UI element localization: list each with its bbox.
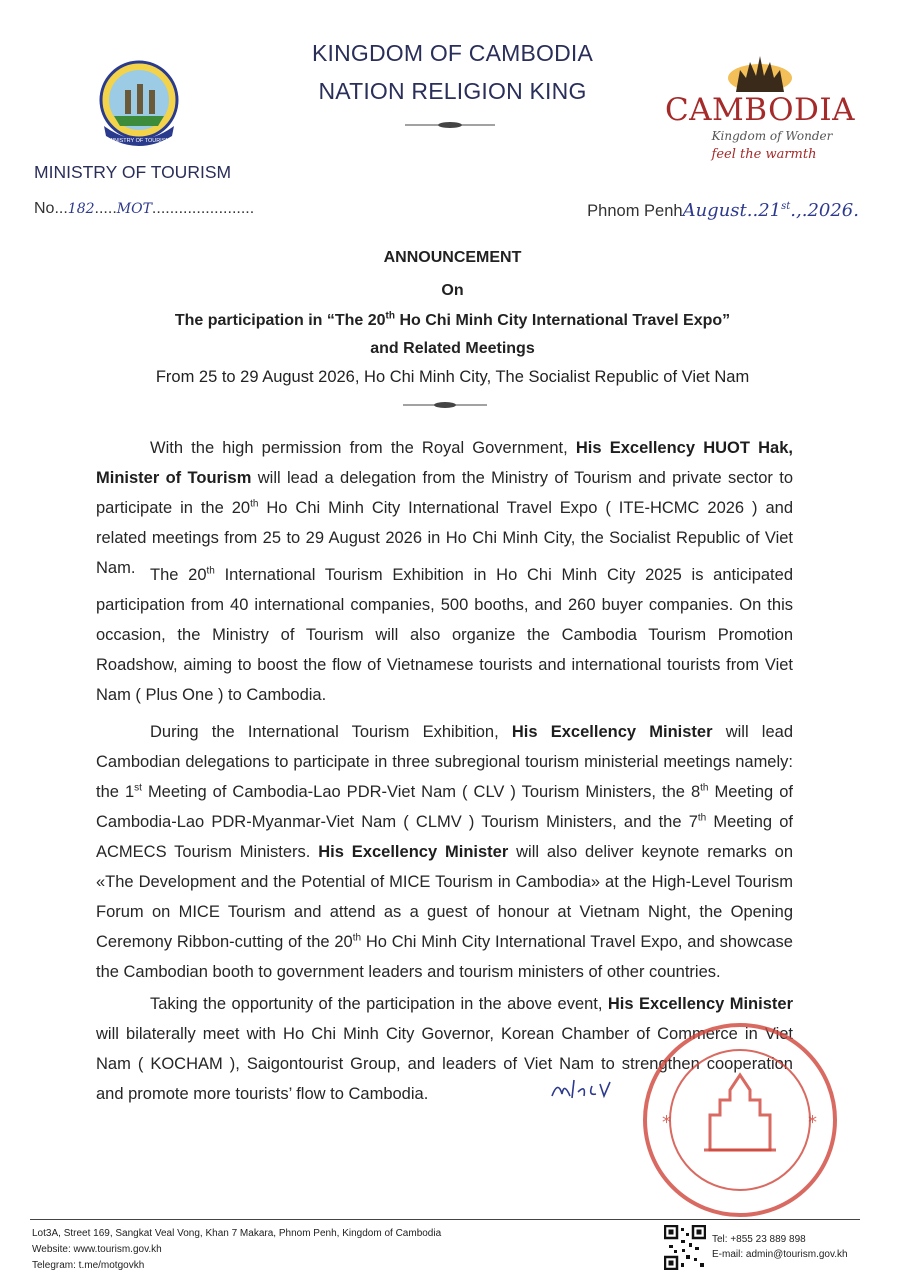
subject-sup: th [385, 310, 395, 322]
reference-number: No...182.....MOT....................... [34, 200, 255, 217]
footer-email: E-mail: admin@tourism.gov.kh [712, 1249, 848, 1260]
footer-phone: Tel: +855 23 889 898 [712, 1234, 806, 1245]
date-day: 21 [758, 200, 782, 221]
bold-text: His Excellency Minister [607, 995, 793, 1013]
sup: st [134, 782, 142, 794]
announcement-on: On [441, 282, 464, 299]
text: Meeting of ACMECS Tourism Ministers. [96, 813, 793, 861]
announcement-heading: ANNOUNCEMENT [383, 249, 522, 266]
text: Taking the opportunity of the participation in the above event, [150, 995, 608, 1013]
text: will lead a delegation from the Ministry of Tourism and private sector to participate in the 20 [96, 469, 793, 517]
announcement-subject-cont: and Related Meetings [370, 340, 535, 357]
footer-telegram: Telegram: t.me/motgovkh [32, 1260, 145, 1271]
emblem-text: MINISTRY OF TOURISM [108, 138, 170, 144]
qr-code-icon [664, 1225, 706, 1270]
footer-divider [30, 1219, 860, 1220]
sup: th [352, 932, 362, 944]
brand-slogan: feel the warmth [711, 147, 817, 162]
footer-address: Lot3A, Street 169, Sangkat Veal Vong, Khan 7 Makara, Phnom Penh, Kingdom of Cambodia [32, 1228, 442, 1239]
svg-text:*: * [662, 1112, 671, 1133]
nation-motto: NATION RELIGION KING [318, 78, 587, 104]
sup: th [700, 782, 709, 794]
bold-text: His Excellency HUOT Hak, Minister of Tourism [96, 439, 793, 487]
text: The 20 [150, 566, 207, 584]
footer-website: Website: www.tourism.gov.kh [32, 1244, 162, 1255]
subject-part: Ho Chi Minh City International Travel Expo” [395, 312, 731, 329]
cambodia-brand-logo [660, 48, 860, 168]
text: Meeting of Cambodia-Lao PDR-Viet Nam ( CLV ) Tourism Ministers, the 8 [141, 783, 701, 801]
bold-text: His Excellency Minister [511, 723, 713, 741]
subject-part: The participation in “The 20 [174, 312, 386, 329]
signature-initials [548, 1074, 618, 1104]
bold-text: His Excellency Minister [318, 843, 509, 861]
sup: th [206, 565, 215, 577]
ornament-divider [403, 398, 487, 412]
date-month: August [682, 200, 747, 221]
announcement-dates: From 25 to 29 August 2026, Ho Chi Minh City, The Socialist Republic of Viet Nam [155, 368, 750, 386]
text: During the International Tourism Exhibition, [150, 723, 512, 741]
text: International Tourism Exhibition in Ho Chi Minh City 2025 is anticipated participation from 40 international companies, 500 booths, and 260 buyer companies. On this occasion, the Ministry of Tourism will also organize the Cambodia Tourism Promotion Roadshow, aiming to boost the flow of Vietnamese tourists and international tourists from Viet Nam ( Plus One ) to Cambodia. [96, 566, 793, 704]
svg-text:*: * [808, 1112, 817, 1133]
ref-prefix: No. [34, 200, 59, 217]
text: will bilaterally meet with Ho Chi Minh City Governor, Korean Chamber of Commerce in Viet Nam ( KOCHAM ), Saigontourist Group, and leaders of Viet Nam to strengthen cooperation and promote more tourists’ flow to Cambodia. [96, 1025, 793, 1103]
place-date: Phnom PenhAugust..21st.,.2026. [587, 200, 859, 221]
text: will lead Cambodian delegations to participate in three subregional tourism ministerial meetings namely: the 1 [96, 723, 793, 801]
kingdom-title: KINGDOM OF CAMBODIA [311, 40, 594, 66]
paragraph-2 [96, 560, 793, 710]
place-name: Phnom Penh [587, 202, 683, 220]
date-year: 2026 [807, 200, 854, 221]
brand-tagline: Kingdom of Wonder [711, 129, 833, 143]
text: will also deliver keynote remarks on «The Development and the Potential of MICE Tourism in Cambodia» at the High-Level Tourism Forum on MICE Tourism and attend as a guest of honour at Vietnam Night, the Opening Ceremony Ribbon-cutting of the 20 [96, 843, 794, 951]
text: Ho Chi Minh City International Travel Expo, and showcase the Cambodian booth to government leaders and tourism ministers of other countries. [96, 933, 793, 981]
text: Meeting of Cambodia-Lao PDR-Myanmar-Viet Nam ( CLMV ) Tourism Ministers, and the 7 [96, 783, 793, 831]
brand-name: CAMBODIA [664, 92, 856, 128]
sup: th [697, 812, 707, 824]
ornament-divider [405, 118, 495, 132]
text: With the high permission from the Royal Government, [150, 439, 576, 457]
ministry-name: MINISTRY OF TOURISM [34, 162, 232, 182]
announcement-subject [0, 312, 905, 330]
ref-number: 182 [67, 201, 95, 217]
ref-code: MOT [116, 201, 152, 217]
sup: th [250, 498, 259, 510]
date-day-suffix: st [781, 201, 791, 212]
text: Ho Chi Minh City International Travel Expo ( ITE-HCMC 2026 ) and related meetings from 25 to 29 August 2026 in Ho Chi Minh City, the Socialist Republic of Viet Nam. [96, 499, 793, 577]
official-stamp [640, 1020, 840, 1220]
paragraph-3 [96, 717, 793, 987]
